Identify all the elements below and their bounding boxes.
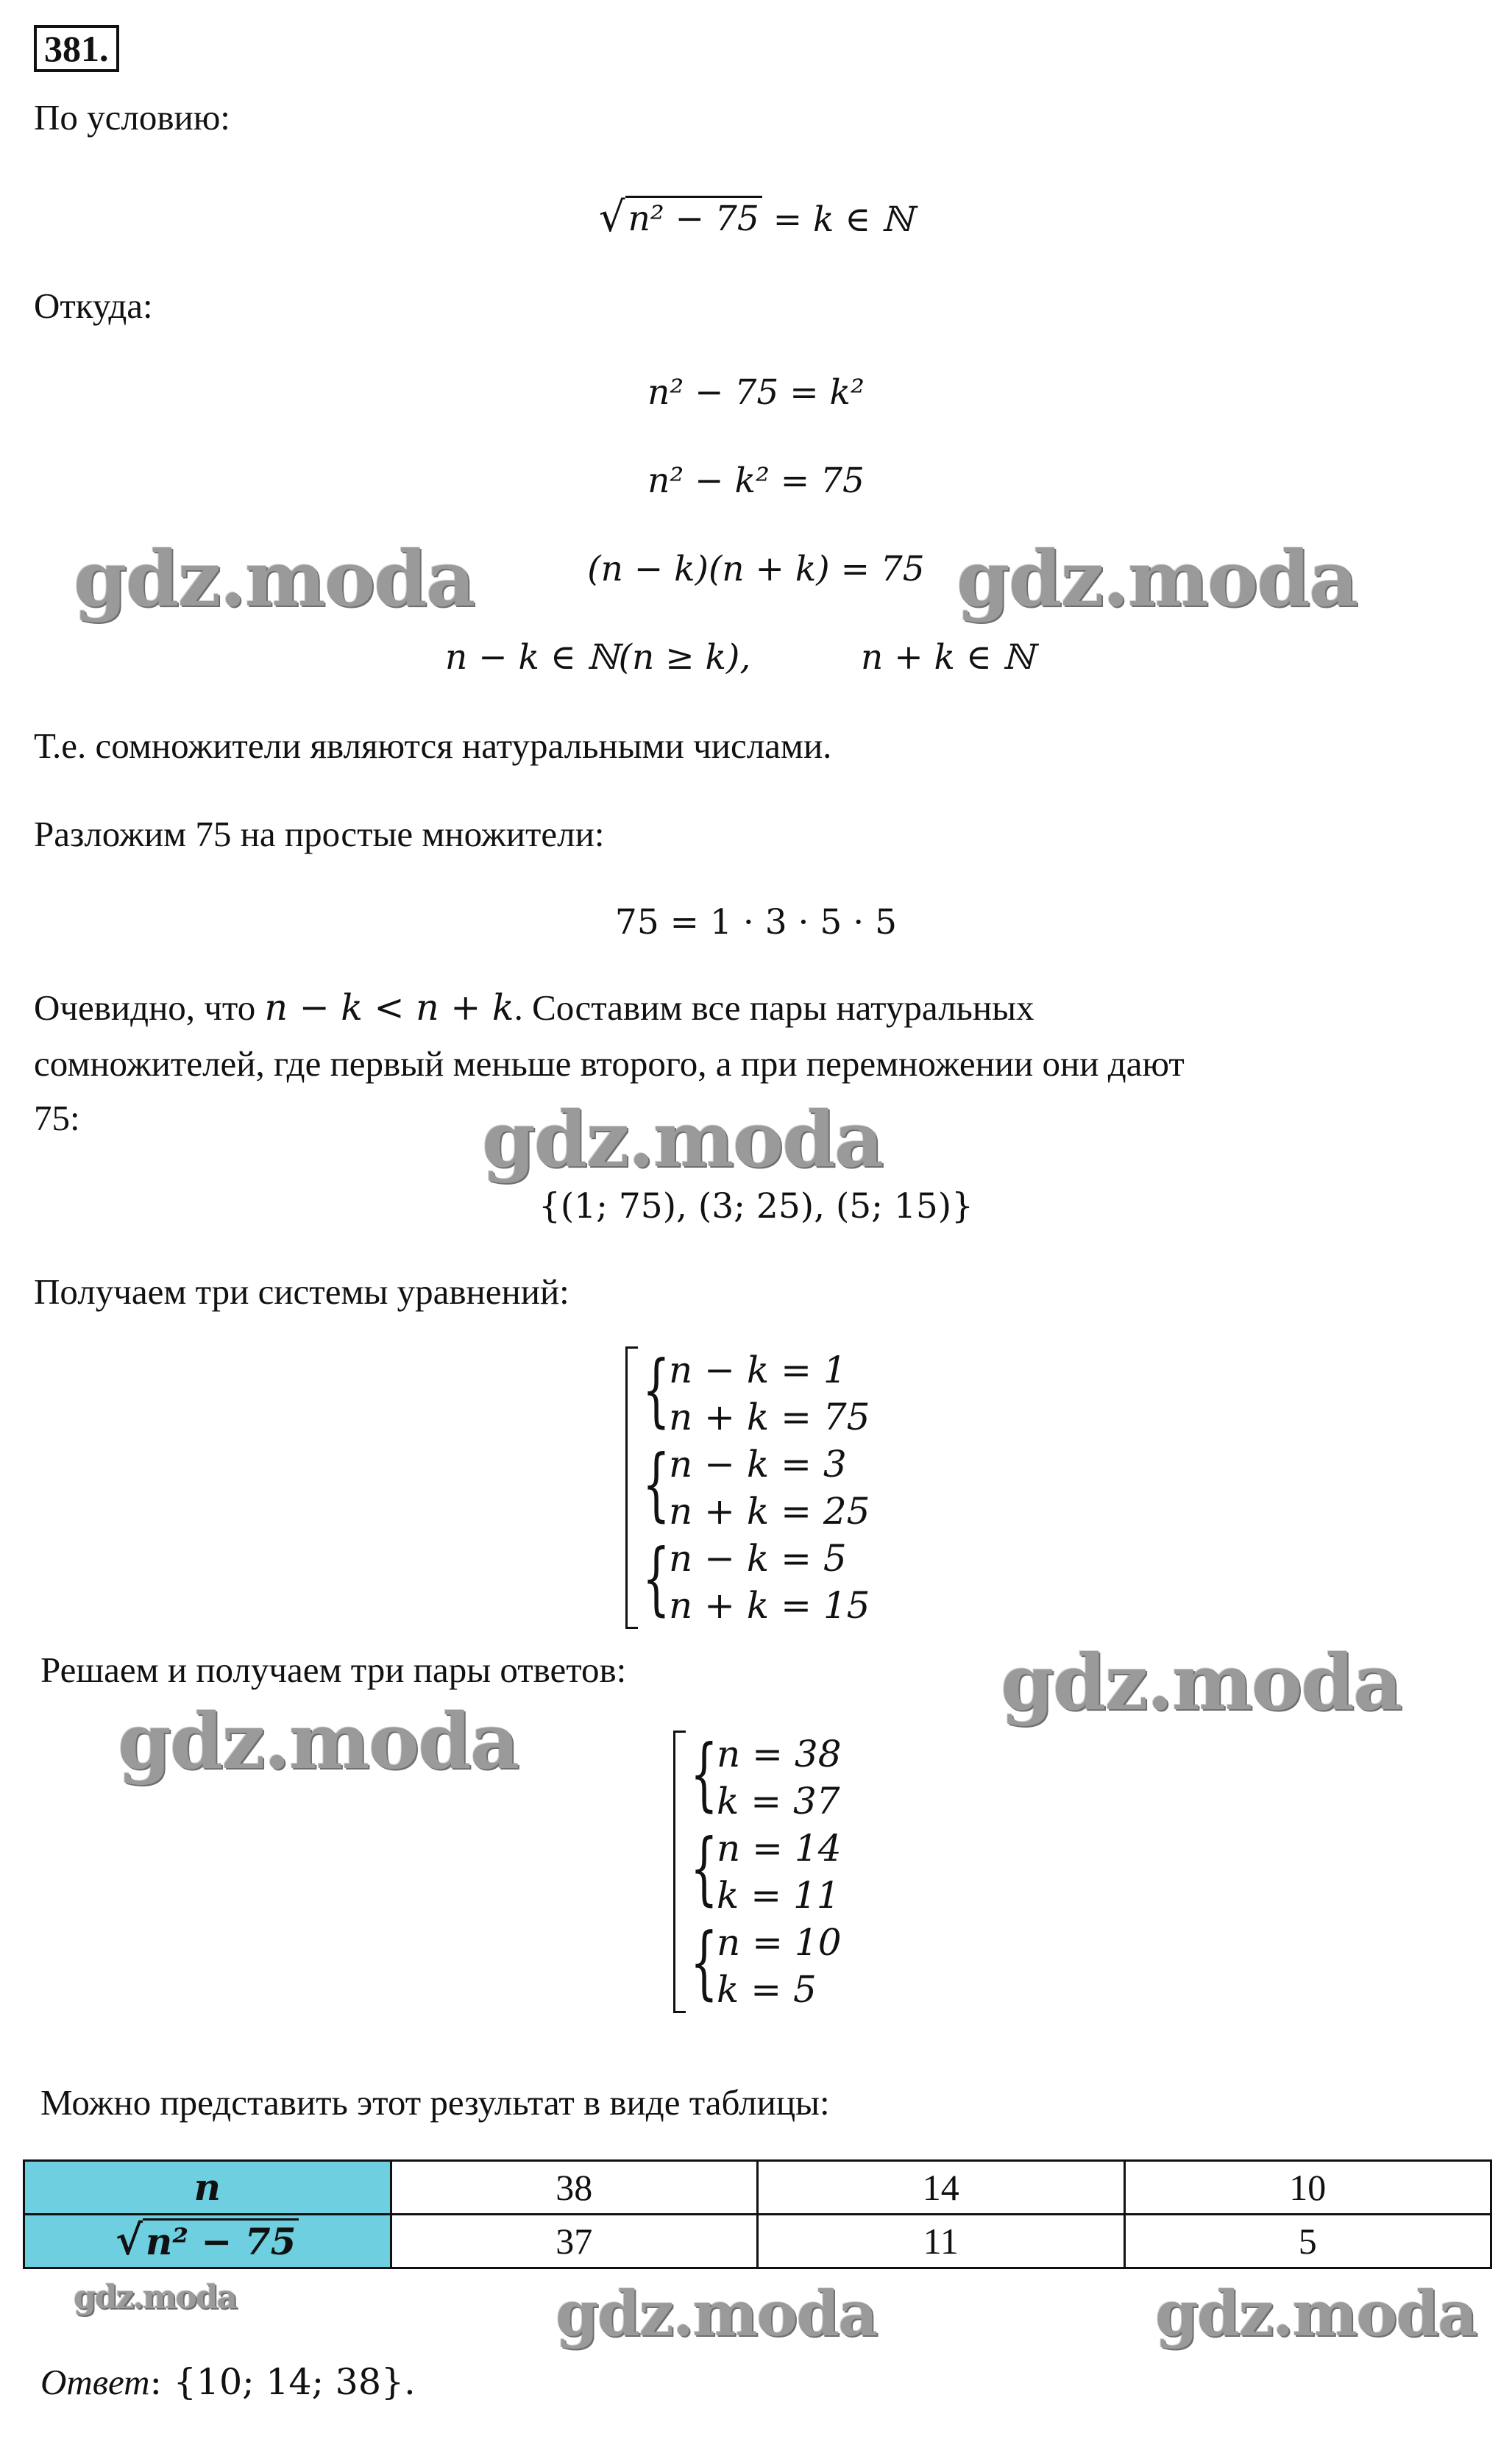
problem-number: 381. [34,25,119,72]
brace: { [642,1438,670,1530]
watermark: gdz.moda [1001,1637,1402,1728]
solution-3 [690,1919,842,2013]
system-line: n − k = 3 [669,1443,847,1486]
whence-text: Откуда: [34,285,153,326]
system-2 [642,1438,870,1535]
solution-line: k = 5 [717,1968,817,2011]
result-table [23,2159,1492,2269]
watermark: gdz.moda [482,1094,883,1185]
condition-text: По условию: [34,97,230,138]
collection-bracket [625,1346,638,1629]
table-cell: 37 [391,2215,758,2268]
solution-line: k = 11 [717,1874,840,1917]
solution-1 [690,1728,842,1825]
equation-systems [625,1346,870,1629]
factorization: 75 = 1 · 3 · 5 · 5 [614,902,898,943]
factor-text: Разложим 75 на простые множители: [34,814,605,854]
table-cell: 5 [1124,2215,1491,2268]
solution-line: n = 14 [717,1827,842,1870]
solution-line: k = 37 [717,1780,840,1822]
solve-text: Решаем и получаем три пары ответов: [40,1650,627,1690]
answer-label: Ответ [40,2362,150,2402]
solution-line: n = 10 [717,1921,842,1964]
pairs-set: {(1; 75), (3; 25), (5; 15)} [538,1186,974,1227]
table-row-root [24,2215,1491,2268]
square-root: √ n² − 75 [116,2218,299,2263]
answer-value: : {10; 14; 38}. [149,2361,416,2403]
root-radicand: n² − 75 [625,196,762,241]
obvious-line [34,986,1034,1030]
watermark: gdz.moda [74,2279,237,2316]
solution-line: n = 38 [717,1733,842,1775]
condition-natural-left: n − k ∈ ℕ(n ≥ k), [445,637,751,678]
watermark: gdz.moda [1155,2277,1477,2350]
system-line: n − k = 1 [669,1349,847,1391]
brace: { [642,1344,670,1436]
answer-line [40,2360,416,2404]
equation-2: n² − k² = 75 [647,461,865,501]
table-header-root [24,2215,391,2268]
root-equality: = k ∈ ℕ [762,199,914,240]
table-cell: 10 [1124,2161,1491,2215]
system-3 [642,1535,870,1629]
table-row-n [24,2161,1491,2215]
obvious-inequality: n − k < n + k [264,987,514,1029]
pairs-line-3: 75: [34,1098,80,1138]
table-intro-text: Можно представить этот результат в виде таблицы: [40,2082,830,2123]
system-1 [642,1346,870,1441]
obvious-start: Очевидно, что [34,987,256,1028]
system-line: n + k = 75 [669,1396,870,1438]
root-formula [0,196,1512,242]
table-header-n: n [24,2161,391,2215]
natural-factors-text: Т.е. сомножители являются натуральными числами. [34,725,832,766]
pairs-line-2: сомножителей, где первый меньше второго, а при перемножении они дают [34,1043,1185,1084]
system-line: n + k = 15 [669,1584,870,1627]
table-cell: 14 [758,2161,1125,2215]
system-line: n + k = 25 [669,1490,870,1533]
condition-natural-right: n + k ∈ ℕ [861,637,1034,678]
system-line: n − k = 5 [669,1537,847,1580]
square-root: √ n² − 75 [599,196,762,241]
obvious-end: . Составим все пары натуральных [514,987,1034,1028]
solution-2 [690,1822,842,1919]
solution-systems [673,1728,842,2013]
brace: { [642,1533,670,1625]
watermark: gdz.moda [956,533,1357,624]
brace: { [690,1728,718,1820]
systems-text: Получаем три системы уравнений: [34,1271,569,1312]
brace: { [690,1917,718,2009]
collection-bracket [673,1731,686,2013]
watermark: gdz.moda [74,533,475,624]
table-cell: 38 [391,2161,758,2215]
equation-3: (n − k)(n + k) = 75 [587,549,925,589]
watermark: gdz.moda [118,1696,519,1786]
brace: { [690,1822,718,1914]
watermark: gdz.moda [556,2277,877,2350]
equation-1: n² − 75 = k² [647,372,865,413]
table-cell: 11 [758,2215,1125,2268]
table-root-radicand: n² − 75 [143,2218,299,2263]
